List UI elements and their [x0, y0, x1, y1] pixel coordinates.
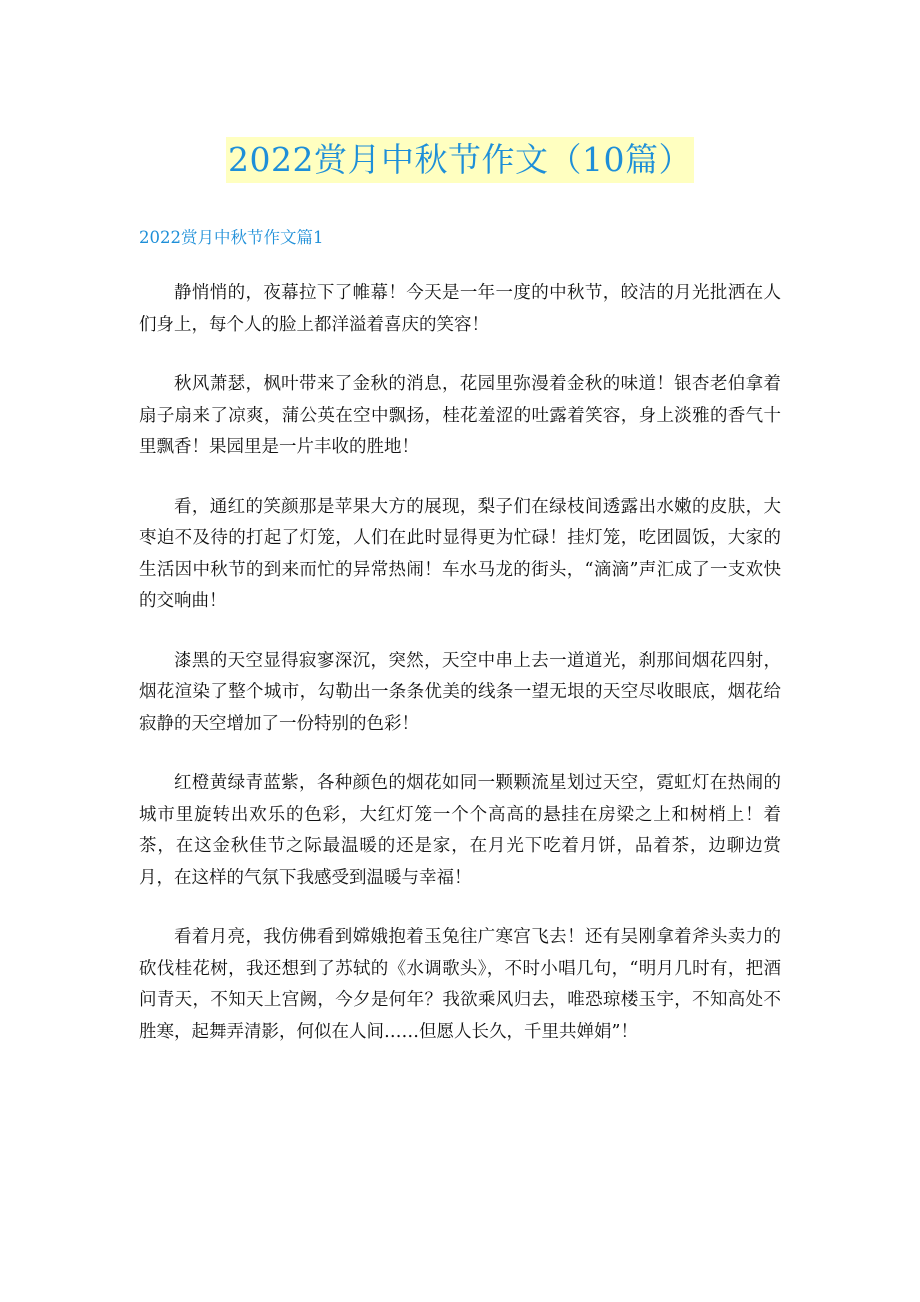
article-body — [139, 278, 781, 1076]
section-heading: 2022赏月中秋节作文篇1 — [139, 228, 324, 247]
paragraph-6: 看着月亮，我仿佛看到嫦娥抱着玉兔往广寒宫飞去！还有吴刚拿着斧头卖力的砍伐桂花树，我还想到了苏轼的《水调歌头》，不时小唱几句，“明月几时有，把酒问青天，不知天上宫阙，今夕是何年？我欲乘风归去，唯恐琼楼玉宇，不知高处不胜寒，起舞弄清影，何似在人间……但愿人长久，千里共婵娟”！ — [139, 927, 781, 1042]
paragraph-1: 静悄悄的，夜幕拉下了帷幕！今天是一年一度的中秋节，皎洁的月光批洒在人们身上，每个人的脸上都洋溢着喜庆的笑容！ — [139, 283, 781, 335]
paragraph-2: 秋风萧瑟，枫叶带来了金秋的消息，花园里弥漫着金秋的味道！银杏老伯拿着扇子扇来了凉爽，蒲公英在空中飘扬，桂花羞涩的吐露着笑容，身上淡雅的香气十里飘香！果园里是一片丰收的胜地！ — [139, 374, 781, 457]
paragraph-5: 红橙黄绿青蓝紫，各种颜色的烟花如同一颗颗流星划过天空，霓虹灯在热闹的城市里旋转出欢乐的色彩，大红灯笼一个个高高的悬挂在房梁之上和树梢上！着茶，在这金秋佳节之际最温暖的还是家，在月光下吃着月饼，品着茶，边聊边赏月，在这样的气氛下我感受到温暖与幸福！ — [139, 773, 781, 888]
title-container — [0, 137, 920, 183]
paragraph-4: 漆黑的天空显得寂寥深沉，突然，天空中串上去一道道光，刹那间烟花四射，烟花渲染了整个城市，勾勒出一条条优美的线条一望无垠的天空尽收眼底，烟花给寂静的天空增加了一份特别的色彩！ — [139, 650, 781, 734]
document-title: 2022赏月中秋节作文（10篇） — [226, 137, 694, 183]
paragraph-3: 看，通红的笑颜那是苹果大方的展现，梨子们在绿枝间透露出水嫩的皮肤，大枣迫不及待的打起了灯笼，人们在此时显得更为忙碌！挂灯笼，吃团圆饭，大家的生活因中秋节的到来而忙的异常热闹！车水马龙的街头，“滴滴”声汇成了一支欢快的交响曲！ — [139, 496, 781, 611]
